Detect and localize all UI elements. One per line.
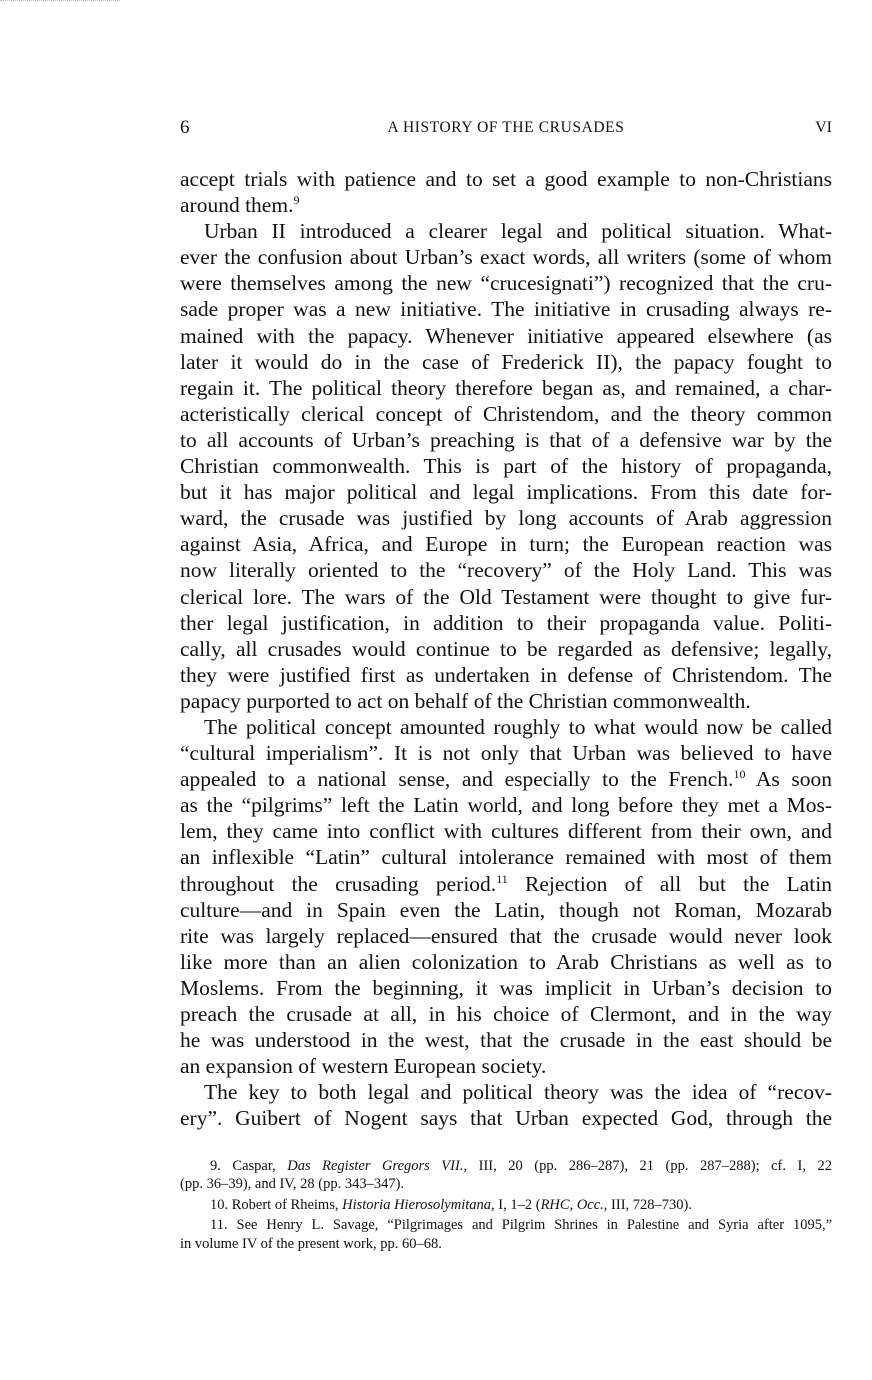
text-line: now literally oriented to the “recovery” of the Holy Land. This was <box>180 558 832 583</box>
footnote-11 <box>180 1216 832 1253</box>
text-line: around them.$^9$ <box>180 193 300 218</box>
text-line: as the “pilgrims” left the Latin world, and long before they met a Mos- <box>180 793 832 818</box>
text-line: rite was largely replaced—ensured that the crusade would never look <box>180 923 832 948</box>
text-line: an expansion of western European society. <box>180 1054 547 1079</box>
text-line: mained with the papacy. Whenever initiative appeared elsewhere (as <box>180 323 832 348</box>
footnote-line: 10. Robert of Rheims, Historia Hierosolymitana, I, 1–2 (RHC, Occ., III, 728–730). <box>210 1196 692 1213</box>
text-line: cally, all crusades would continue to be regarded as defensive; legally, <box>180 636 832 661</box>
footnote-ref: 11 <box>496 871 508 886</box>
running-title: A HISTORY OF THE CRUSADES <box>387 119 625 136</box>
text-line: culture—and in Spain even the Latin, though not Roman, Mozarab <box>180 897 832 922</box>
text-line: ever the confusion about Urban’s exact words, all writers (some of whom <box>180 245 832 270</box>
footnote-line: (pp. 36–39), and IV, 28 (pp. 343–347). <box>180 1176 405 1193</box>
text-line: Christian commonwealth. This is part of the history of propaganda, <box>180 454 832 479</box>
scan-artifact <box>0 0 120 7</box>
text-line: against Asia, Africa, and Europe in turn; the European reaction was <box>180 532 832 557</box>
footnotes <box>180 1157 832 1255</box>
text-line: regain it. The political theory therefore began as, and remained, a char- <box>180 375 832 400</box>
text-line: an inflexible “Latin” cultural intolerance remained with most of them <box>180 845 832 870</box>
text-line: Moslems. From the beginning, it was implicit in Urban’s decision to <box>180 975 832 1000</box>
text-line: were themselves among the new “crucesignati”) recognized that the cru- <box>180 271 832 296</box>
text-line: but it has major political and legal implications. From this date for- <box>180 480 832 505</box>
text-line: The key to both legal and political theory was the idea of “recov- <box>204 1080 832 1105</box>
text-line: he was understood in the west, that the crusade in the east should be <box>180 1028 832 1053</box>
text-line: they were justified first as undertaken in defense of Christendom. The <box>180 662 832 687</box>
text-line: “cultural imperialism”. It is not only that Urban was believed to have <box>180 741 832 766</box>
footnote-9 <box>180 1157 832 1194</box>
running-header <box>180 116 832 140</box>
text-line: appealed to a national sense, and especially to the French.$^{10}$ As soon <box>180 767 832 792</box>
text-line: like more than an alien colonization to Arab Christians as well as to <box>180 949 832 974</box>
text-line: preach the crusade at all, in his choice of Clermont, and in the way <box>180 1002 832 1026</box>
text-line: ery”. Guibert of Nogent says that Urban expected God, through the <box>180 1106 832 1131</box>
text-line: accept trials with patience and to set a good example to non-Christians <box>180 167 832 191</box>
text-line: ward, the crusade was justified by long accounts of Arab aggression <box>180 506 832 531</box>
text-line: Urban II introduced a clearer legal and political situation. What- <box>204 219 832 244</box>
chapter-numeral: VI <box>815 119 832 136</box>
text-line: sade proper was a new initiative. The initiative in crusading always re- <box>180 297 832 322</box>
footnote-line: in volume IV of the present work, pp. 60–68. <box>180 1235 442 1252</box>
text-line: papacy purported to act on behalf of the Christian commonwealth. <box>180 688 751 713</box>
text-line: acteristically clerical concept of Christendom, and the theory common <box>180 401 832 426</box>
text-line: lem, they came into conflict with cultures different from their own, and <box>180 819 832 844</box>
footnote-10 <box>180 1196 832 1214</box>
footnote-ref: 9 <box>293 193 300 208</box>
footnote-ref: 10 <box>733 767 746 782</box>
footnote-line: 9. Caspar, Das Register Gregors VII., III, 20 (pp. 286–287), 21 (pp. 287–288); cf. I, 22 <box>210 1158 833 1174</box>
footnote-line: 11. See Henry L. Savage, “Pilgrimages and Pilgrim Shrines in Palestine and Syria after 1095,” <box>210 1217 833 1234</box>
text-line: later it would do in the case of Frederick II), the papacy fought to <box>180 349 832 374</box>
text-line: to all accounts of Urban’s preaching is that of a defensive war by the <box>180 427 832 452</box>
page-number: 6 <box>180 117 190 138</box>
text-line: clerical lore. The wars of the Old Testament were thought to give fur- <box>180 584 832 609</box>
text-line: throughout the crusading period.$^{11}$ Rejection of all but the Latin <box>180 871 833 896</box>
text-line: The political concept amounted roughly to what would now be called <box>204 714 832 739</box>
text-line: ther legal justification, in addition to their propaganda value. Politi- <box>180 610 832 635</box>
body-text <box>180 166 832 1131</box>
